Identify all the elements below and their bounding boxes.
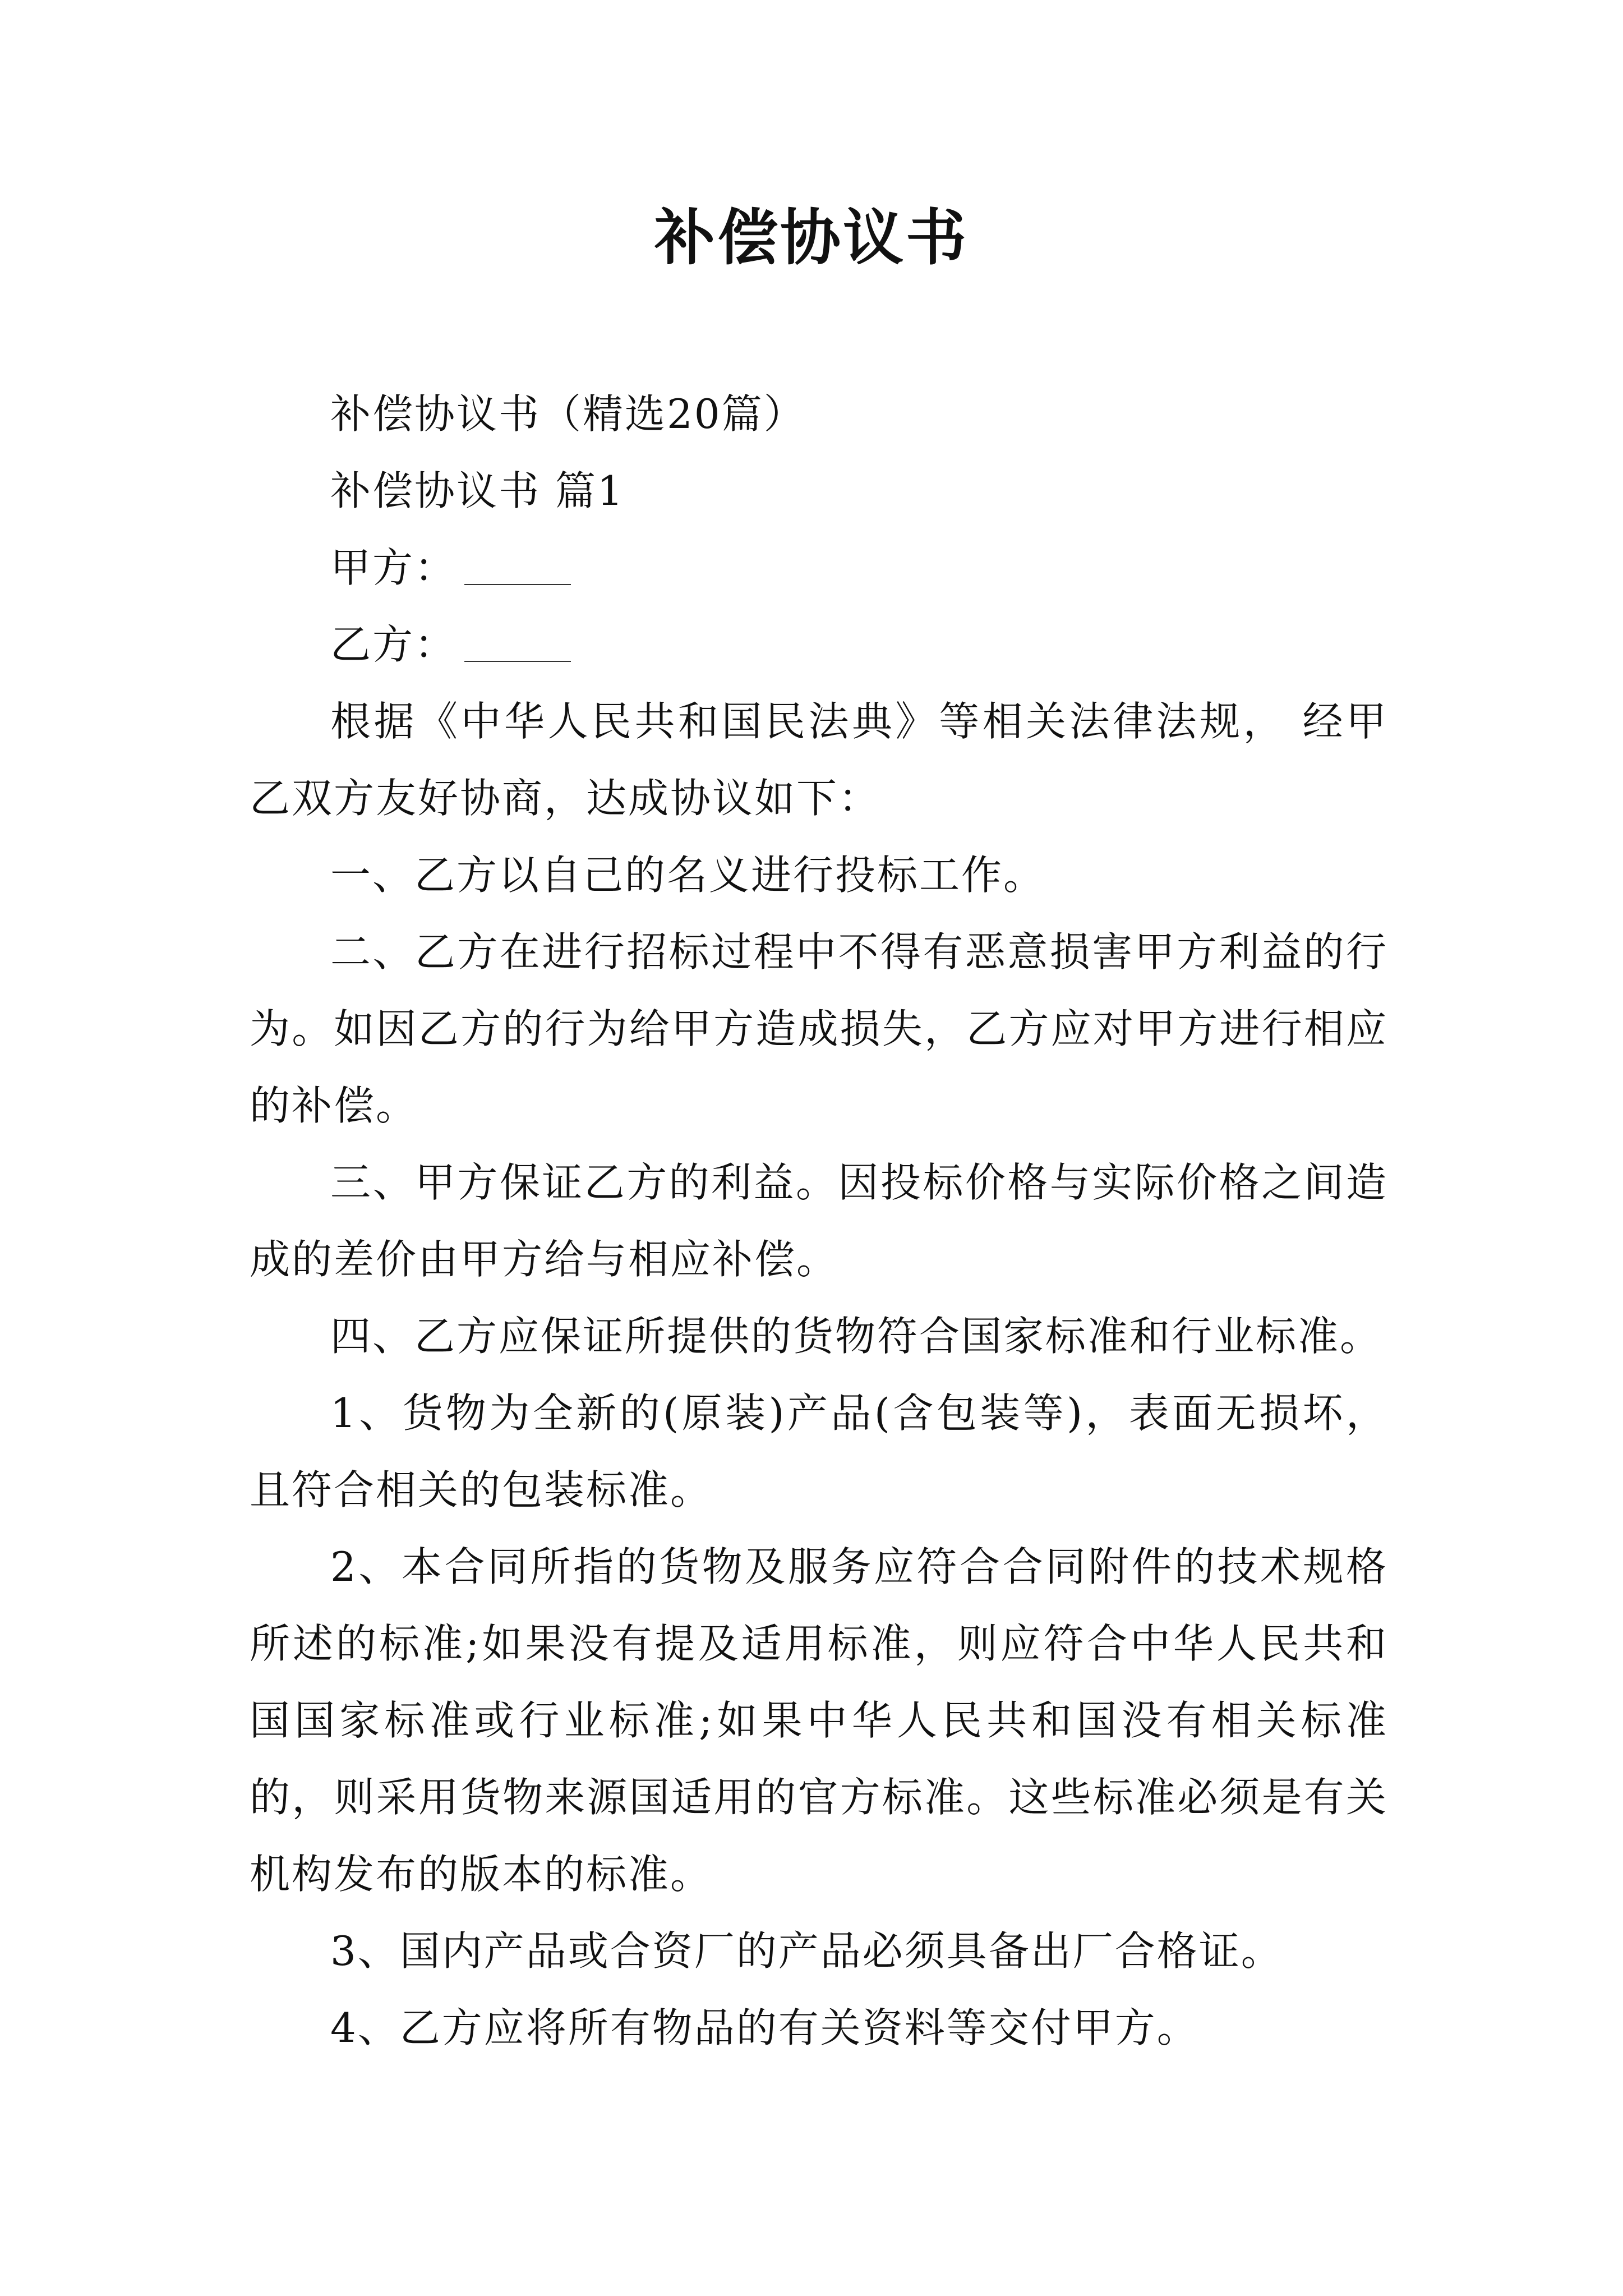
party-a-line [250, 530, 1388, 606]
clause-4: 四、乙方应保证所提供的货物符合国家标准和行业标准。 [330, 1313, 1382, 1360]
party-b-blank [464, 627, 571, 662]
intro-paragraph: 根据《中华人民共和国民法典》等相关法律法规， 经甲乙双方友好协商，达成协议如下： [250, 698, 1388, 822]
party-b-line [250, 606, 1388, 683]
clause-3: 三、甲方保证乙方的利益。因投标价格与实际价格之间造成的差价由甲方给与相应补偿。 [250, 1159, 1388, 1283]
clause-4-item-1: 1、货物为全新的(原装)产品(含包装等)，表面无损坏，且符合相关的包装标准。 [250, 1389, 1388, 1513]
clause-2: 二、乙方在进行招标过程中不得有恶意损害甲方利益的行为。如因乙方的行为给甲方造成损失，乙方应对甲方进行相应的补偿。 [250, 928, 1388, 1129]
clause-4-item-4: 4、乙方应将所有物品的有关资料等交付甲方。 [330, 2004, 1199, 2051]
clause-1: 一、乙方以自己的名义进行投标工作。 [330, 852, 1046, 899]
document-body [250, 376, 1388, 2067]
subtitle-collection: 补偿协议书（精选20篇） [330, 390, 806, 438]
clause-4-item-3: 3、国内产品或合资厂的产品必须具备出厂合格证。 [330, 1927, 1283, 1975]
clause-4-item-2: 2、本合同所指的货物及服务应符合合同附件的技术规格所述的标准;如果没有提及适用标准，则应符合中华人民共和国国家标准或行业标准;如果中华人民共和国没有相关标准的，则采用货物来源国适用的官方标准。这些标准必须是有关机构发布的版本的标准。 [250, 1543, 1388, 1898]
party-a-label: 甲方： [330, 544, 457, 591]
party-b-label: 乙方： [330, 621, 457, 668]
party-a-blank [464, 550, 571, 585]
subtitle-part-1: 补偿协议书 篇1 [330, 467, 625, 514]
document-title: 补偿协议书 [654, 203, 969, 273]
